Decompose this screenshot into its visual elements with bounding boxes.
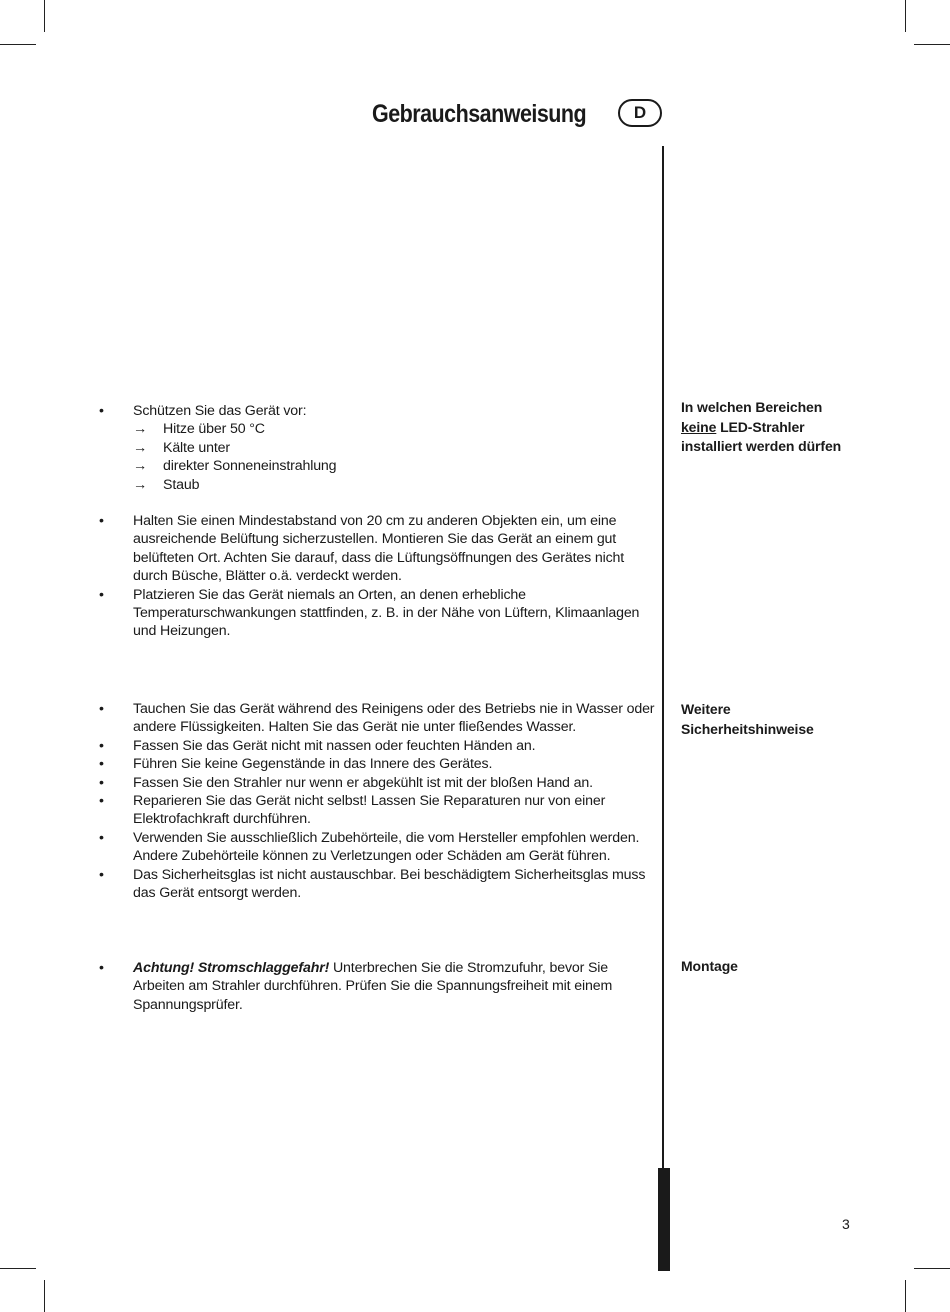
arrow-icon: → [133,439,148,456]
list-item-text: Unterbrechen Sie die Stromzufuhr, bevor Sie Arbeiten am Strahler durchführen. Prüfen Sie die Spannungsfreiheit mit einem Spannungsprüfer. [133,960,613,1013]
sub-list-item [95,476,660,494]
list-item-text: Fassen Sie das Gerät nicht mit nassen oder feuchten Händen an. [133,737,536,754]
crop-mark [0,1268,36,1269]
bullet-icon: • [99,513,104,530]
crop-mark [44,1280,45,1312]
list-item [95,512,660,586]
crop-mark [0,44,36,45]
shock-warning: Achtung! Stromschlaggefahr! [133,960,330,976]
sub-list-item [95,420,660,438]
bullet-icon: • [99,866,104,883]
list-item-text: Fassen Sie den Strahler nur wenn er abgekühlt ist mit der bloßen Hand an. [133,774,593,791]
arrow-icon: → [133,421,148,438]
bullet-icon: • [99,737,104,754]
list-item-text: Schützen Sie das Gerät vor: [133,403,307,419]
crop-mark [905,0,906,32]
list-item [95,866,660,903]
sidebar-heading-text: LED-Strahler [716,418,805,435]
sidebar-heading-line: Montage [681,958,738,974]
list-item-text: Verwenden Sie ausschließlich Zubehörteile, die vom Hersteller empfohlen werden. Andere Zubehörteile können zu Verletzungen oder Schäden am Gerät führen. [133,829,640,865]
bullet-icon: • [99,774,104,791]
list-item [95,792,660,829]
emphasis-keine: keine [681,418,717,435]
list-item-text: Reparieren Sie das Gerät nicht selbst! Lassen Sie Reparaturen nur von einer Elektrofachkraft durchführen. [133,793,606,828]
sidebar-heading-line [681,418,881,438]
bullet-icon: • [99,586,104,603]
bullet-icon: • [99,701,104,717]
list-item [95,737,660,755]
sub-list-item-text: Staub [163,476,200,493]
bullet-icon: • [99,960,104,976]
list-item [95,700,660,737]
crop-mark [914,44,950,45]
crop-mark [905,1280,906,1312]
section-mounting [95,959,660,1014]
bullet-icon: • [99,829,104,846]
list-item-text: Das Sicherheitsglas ist nicht austauschbar. Bei beschädigtem Sicherheitsglas muss das Gerät entsorgt werden. [133,866,646,902]
language-badge: D [618,99,662,127]
arrow-icon: → [133,476,148,493]
sidebar-heading-safety-notes [681,700,881,739]
sidebar-heading-line: installiert werden dürfen [681,438,842,454]
sub-list-item-text: direkter Sonneneinstrahlung [163,458,337,475]
list-item [95,829,660,866]
list-item [95,959,660,1014]
page-number: 3 [842,1216,850,1232]
sidebar-heading-line: Sicherheitshinweise [681,720,814,737]
crop-mark [914,1268,950,1269]
list-item [95,586,660,641]
list-item-text: Tauchen Sie das Gerät während des Reinigens oder des Betriebs nie in Wasser oder andere Flüssigkeiten. Halten Sie das Gerät nie unter fließendes Wasser. [133,701,655,736]
sub-list-item-text: Hitze über 50 °C [163,421,265,438]
bullet-icon: • [99,756,104,773]
list-item [95,774,660,792]
list-item-text: Halten Sie einen Mindestabstand von 20 cm zu anderen Objekten ein, um eine ausreichende Belüftung sicherzustellen. Montieren Sie das Gerät an einem gut belüfteten Ort. Achten Sie darauf, dass die Lüftungsöffnungen des Gerätes nicht durch Büsche, Blätter o.ä. verdeckt werden. [133,513,625,585]
bullet-icon: • [99,793,104,810]
list-item-text: Führen Sie keine Gegenstände in das Innere des Gerätes. [133,756,493,773]
list-item [95,755,660,773]
bullet-icon: • [99,403,104,419]
sidebar-heading-line: In welchen Bereichen [681,399,823,415]
page-title: Gebrauchsanweisung [372,100,587,128]
section-installation-areas [95,402,660,641]
column-divider [662,146,664,1271]
sidebar-heading-mounting [681,957,881,977]
list-item [95,402,660,420]
crop-mark [44,0,45,32]
sidebar-heading-installation-areas [681,398,881,457]
arrow-icon: → [133,458,148,475]
sidebar-heading-line: Weitere [681,701,731,717]
list-item-text: Platzieren Sie das Gerät niemals an Orten, an denen erhebliche Temperaturschwankungen stattfinden, z. B. in der Nähe von Lüftern, Klimaanlagen und Heizungen. [133,586,640,640]
sub-list-item [95,439,660,457]
section-safety-notes [95,700,660,902]
sub-list-item-text: Kälte unter [163,439,230,456]
thumb-tab-bar [658,1168,670,1271]
sub-list-item [95,457,660,475]
